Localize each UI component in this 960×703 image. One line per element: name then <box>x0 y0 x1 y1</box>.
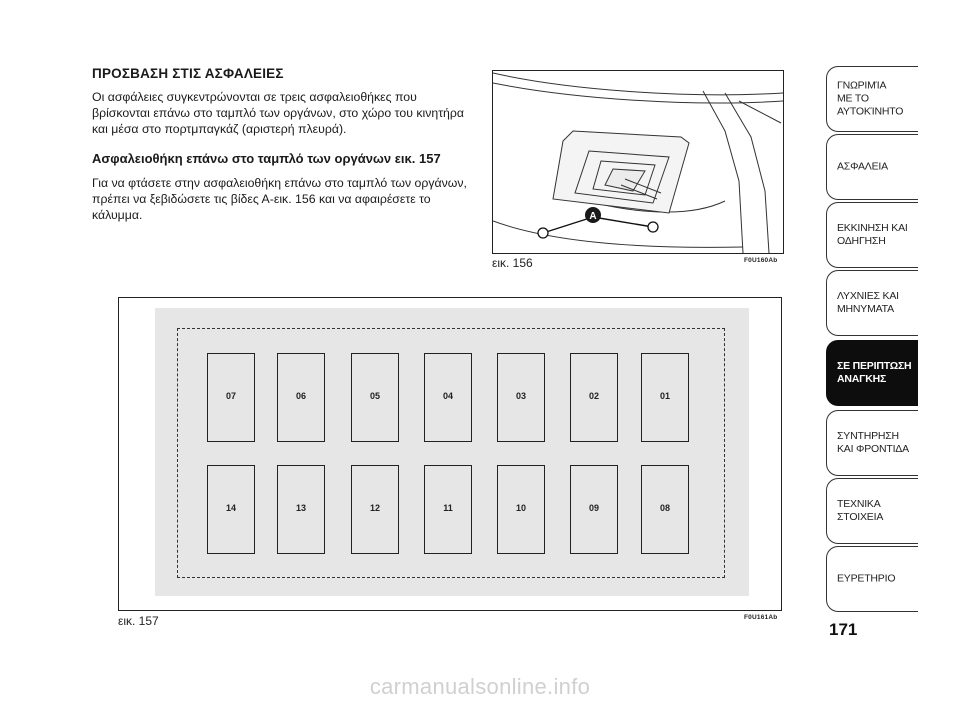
fuse-02: 02 <box>570 353 618 442</box>
figure-157 <box>118 297 782 611</box>
fuse-13: 13 <box>277 465 325 554</box>
screw-markers <box>538 207 658 238</box>
fuse-01: 01 <box>641 353 689 442</box>
page-number: 171 <box>829 620 858 639</box>
fuse-10: 10 <box>497 465 545 554</box>
figure-157-caption: εικ. 157 <box>118 614 159 628</box>
text-column <box>92 66 472 237</box>
marker-label: A <box>589 211 597 222</box>
tab-index[interactable] <box>826 546 918 612</box>
figure-156 <box>492 70 784 254</box>
tab-technical-data[interactable] <box>826 478 918 544</box>
tab-lights-messages[interactable] <box>826 270 918 336</box>
tab-label: ΣΥΝΤΗΡΗΣΗ ΚΑΙ ΦΡΟΝΤΙΔΑ <box>837 430 909 455</box>
fuse-04: 04 <box>424 353 472 442</box>
fuse-07: 07 <box>207 353 255 442</box>
fuse-06: 06 <box>277 353 325 442</box>
watermark: carmanualsonline.info <box>369 674 591 699</box>
fuse-09: 09 <box>570 465 618 554</box>
fuse-11: 11 <box>424 465 472 554</box>
section-body: Για να φτάσετε στην ασφαλειοθήκη επάνω στο ταμπλό των οργάνων, πρέπει να ξεβιδώσετε τις βίδες Α-εικ. 156 και να αφαιρέσετε το κάλυμμα. <box>92 176 467 222</box>
tab-maintenance[interactable] <box>826 410 918 476</box>
tab-label: ΛΥΧΝΙΕΣ ΚΑΙ ΜΗΝΥΜΑΤΑ <box>837 290 899 315</box>
section-intro: Οι ασφάλειες συγκεντρώνονται σε τρεις ασφαλειοθήκες που βρίσκονται επάνω στο ταμπλό των οργάνων, στο χώρο του κινητήρα και μέσα στο πορτμπαγκάζ (αριστερή πλευρά). <box>92 90 464 136</box>
tab-label: ΣΕ ΠΕΡΙΠΤΩΣΗ ΑΝΑΓΚΗΣ <box>837 360 912 385</box>
fuse-12: 12 <box>351 465 399 554</box>
figure-156-caption: εικ. 156 <box>492 256 533 270</box>
figure-156-code: F0U160Ab <box>744 257 778 264</box>
fuse-08: 08 <box>641 465 689 554</box>
tab-label: ΑΣΦΑΛΕΙΑ <box>837 160 888 173</box>
section-title: ΠΡΟΣΒΑΣΗ ΣΤΙΣ ΑΣΦΑΛΕΙΕΣ <box>92 66 284 81</box>
tab-emergency[interactable] <box>826 340 918 406</box>
fuse-05: 05 <box>351 353 399 442</box>
tab-getting-to-know[interactable] <box>826 66 918 132</box>
section-subtitle: Ασφαλειοθήκη επάνω στο ταμπλό των οργάνων εικ. 157 <box>92 151 441 166</box>
dashboard-illustration <box>493 71 783 253</box>
tab-label: ΕΚΚΙΝΗΣΗ ΚΑΙ ΟΔΗΓΗΣΗ <box>837 222 908 247</box>
fuse-14: 14 <box>207 465 255 554</box>
tab-label: ΓΝΩΡΙΜΊΑ ΜΕ ΤΟ ΑΥΤΟΚΊΝΗΤΟ <box>837 79 904 118</box>
tab-label: ΤΕΧΝΙΚΑ ΣΤΟΙΧΕΙΑ <box>837 498 884 523</box>
fuse-03: 03 <box>497 353 545 442</box>
tab-label: ΕΥΡΕΤΗΡΙΟ <box>837 572 896 585</box>
figure-157-code: F0U161Ab <box>744 614 778 621</box>
tab-safety[interactable] <box>826 134 918 200</box>
tab-starting-driving[interactable] <box>826 202 918 268</box>
